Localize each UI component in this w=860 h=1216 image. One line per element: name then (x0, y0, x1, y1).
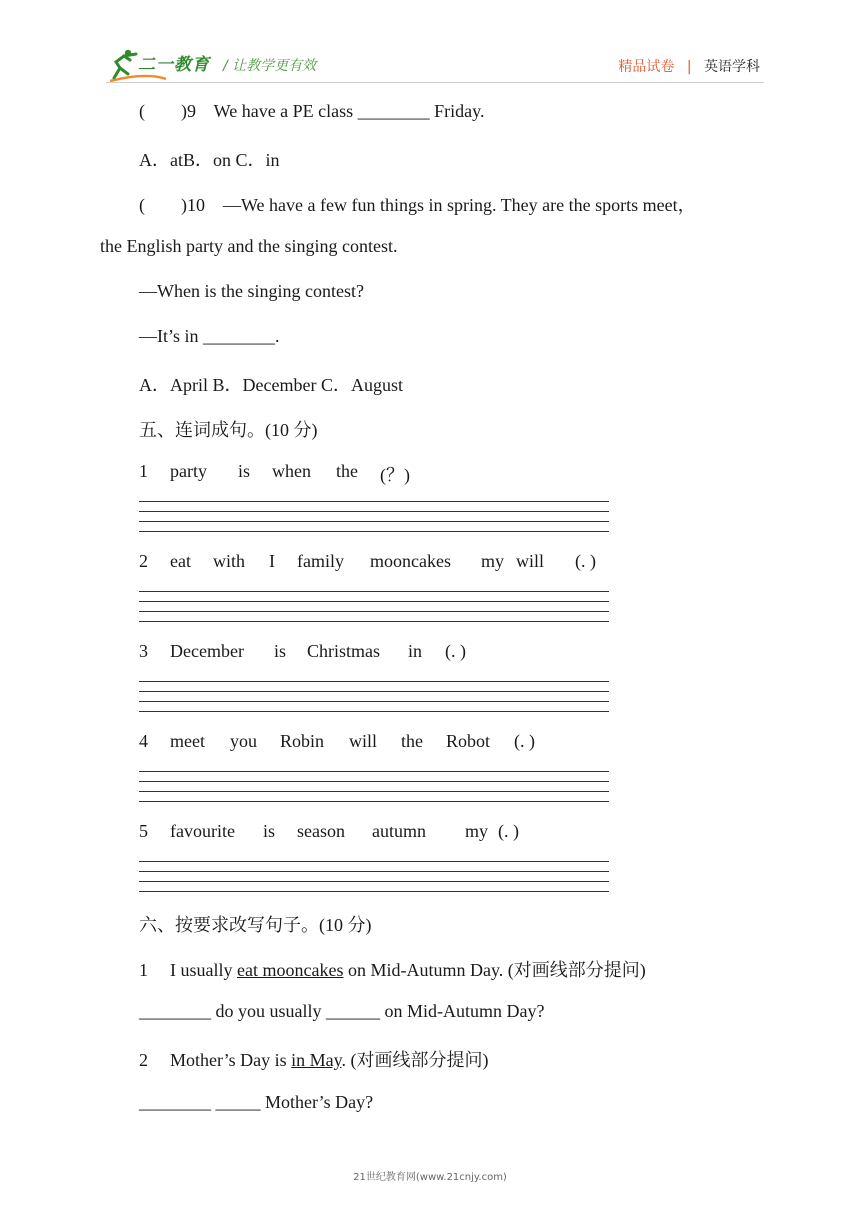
s5-word: will (516, 551, 545, 571)
s5-word: is (263, 821, 276, 841)
s5-word: eat (170, 551, 191, 571)
s6-q2-answer: ________ _____ Mother’s Day? (139, 1092, 374, 1112)
header-slogan: / 让教学更有效 (223, 58, 317, 74)
s5-word: (. ) (514, 731, 535, 751)
s5-item-number: 4 (139, 731, 148, 751)
s6-q1-underlined: eat mooncakes (237, 960, 344, 980)
s5-word: will (349, 731, 378, 751)
s5-word: is (238, 461, 251, 481)
s5-item-5 (139, 821, 519, 842)
page-header (100, 44, 780, 84)
s6-q1-answer: ________ do you usually ______ on Mid-Autumn Day? (139, 1001, 545, 1021)
s5-word: favourite (170, 821, 235, 841)
s6-q1 (139, 956, 646, 982)
logo-text: 二一教育 (138, 55, 210, 75)
section6-title: 六、按要求改写句子。(10 分) (139, 915, 372, 935)
s5-word: the (336, 461, 358, 481)
s5-word: in (408, 641, 423, 661)
s6-q2 (139, 1046, 489, 1072)
s5-item-3 (139, 641, 466, 662)
header-separator: | (686, 59, 692, 75)
header-right (618, 56, 760, 76)
s5-answer-lines-4 (139, 771, 609, 811)
s5-word: (. ) (575, 551, 596, 571)
s5-word: mooncakes (370, 551, 451, 571)
s5-item-4 (139, 731, 535, 752)
s5-word: December (170, 641, 244, 661)
s5-word: my (481, 551, 505, 571)
s5-answer-lines-5 (139, 861, 609, 901)
s6-q1-number: 1 (139, 960, 148, 980)
s5-word: Robot (446, 731, 491, 751)
s5-word: Christmas (307, 641, 381, 661)
s6-q2-post: . (对画线部分提问) (341, 1050, 489, 1070)
page-footer: 21世纪教育网(www.21cnjy.com) (353, 1172, 507, 1183)
s6-q1-post: on Mid-Autumn Day. (对画线部分提问) (343, 960, 646, 980)
s5-word: Robin (280, 731, 325, 751)
s5-word: (？) (380, 465, 410, 485)
q10-dialog-line-3: —It’s in ________. (139, 326, 280, 346)
s5-answer-lines-1 (139, 501, 609, 541)
s5-answer-lines-3 (139, 681, 609, 721)
q10-dialog-line-2: —When is the singing contest? (139, 281, 364, 301)
s6-q1-pre: I usually (170, 960, 237, 980)
q9-options: A．atB．on C．in (139, 150, 280, 170)
s5-word: (. ) (498, 821, 519, 841)
s5-word: meet (170, 731, 205, 751)
s5-item-number: 1 (139, 461, 148, 481)
header-label: 精品试卷 (618, 59, 675, 75)
s5-item-1 (139, 461, 410, 487)
s5-word: I (269, 551, 275, 571)
q10-options: A．April B．December C．August (139, 375, 403, 395)
header-divider (106, 82, 764, 83)
s5-word: is (274, 641, 287, 661)
s5-word: season (297, 821, 345, 841)
q9-stem: ( )9 We have a PE class ________ Friday. (139, 101, 485, 121)
q10-stem-cont: the English party and the singing contest. (100, 236, 398, 256)
s5-word: the (401, 731, 423, 751)
s5-word: party (170, 461, 207, 481)
s5-word: my (465, 821, 489, 841)
header-subject: 英语学科 (704, 59, 760, 75)
s5-word: you (230, 731, 257, 751)
s6-q2-number: 2 (139, 1050, 148, 1070)
s6-q2-underlined: in May (291, 1050, 342, 1070)
s6-q2-pre: Mother’s Day is (170, 1050, 292, 1070)
s5-item-2 (139, 551, 596, 572)
q10-stem: ( )10 —We have a few fun things in spring. They are the sports meet， (139, 195, 696, 215)
s5-answer-lines-2 (139, 591, 609, 631)
s5-word: with (213, 551, 246, 571)
s5-word: family (297, 551, 344, 571)
s5-item-number: 2 (139, 551, 148, 571)
s5-item-number: 3 (139, 641, 148, 661)
s5-word: when (272, 461, 311, 481)
s5-word: autumn (372, 821, 426, 841)
s5-word: (. ) (445, 641, 466, 661)
s5-item-number: 5 (139, 821, 148, 841)
section5-title: 五、连词成句。(10 分) (139, 420, 318, 440)
